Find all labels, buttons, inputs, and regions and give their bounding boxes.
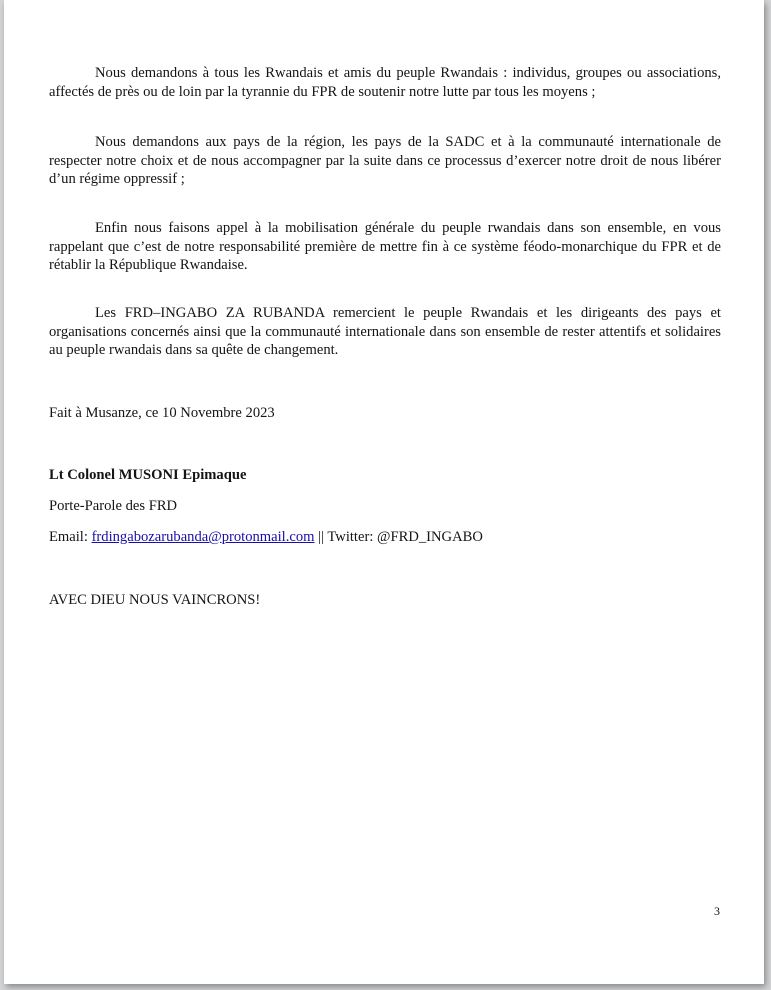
signatory-name: Lt Colonel MUSONI Epimaque [49, 467, 247, 483]
contact-line [49, 528, 483, 547]
place-date: Fait à Musanze, ce 10 Novembre 2023 [49, 405, 275, 421]
paragraph-support-call: Nous demandons à tous les Rwandais et amis du peuple Rwandais : individus, groupes ou associations, affectés de près ou de loin par la tyrannie du FPR de soutenir notre lutte par tous les moyens ; [49, 65, 721, 100]
signatory-title: Porte-Parole des FRD [49, 498, 178, 514]
twitter-handle: || Twitter: @FRD_INGABO [314, 529, 483, 545]
page-number: 3 [714, 904, 720, 918]
email-link[interactable]: frdingabozarubanda@protonmail.com [91, 529, 315, 545]
paragraph-thanks: Les FRD–INGABO ZA RUBANDA remercient le peuple Rwandais et les dirigeants des pays et organisations concernés ainsi que la communauté internationale dans son ensemble de rester attentifs et solidaires au peuple rwandais dans sa quête de changement. [49, 305, 721, 358]
paragraph-region-appeal: Nous demandons aux pays de la région, les pays de la SADC et à la communauté internationale de respecter notre choix et de nous accompagner par la suite dans ce processus d’exercer notre droit de nous libérer d’un régime oppressif ; [49, 134, 721, 187]
document-page [6, 0, 763, 982]
email-label: Email: [49, 529, 92, 545]
paragraph-mobilisation: Enfin nous faisons appel à la mobilisation générale du peuple rwandais dans son ensemble, en vous rappelant que c’est de notre responsabilité première de mettre fin à ce système féodo-monarchique du FPR et de rétablir la République Rwandaise. [49, 220, 721, 273]
motto: AVEC DIEU NOUS VAINCRONS! [49, 592, 261, 608]
